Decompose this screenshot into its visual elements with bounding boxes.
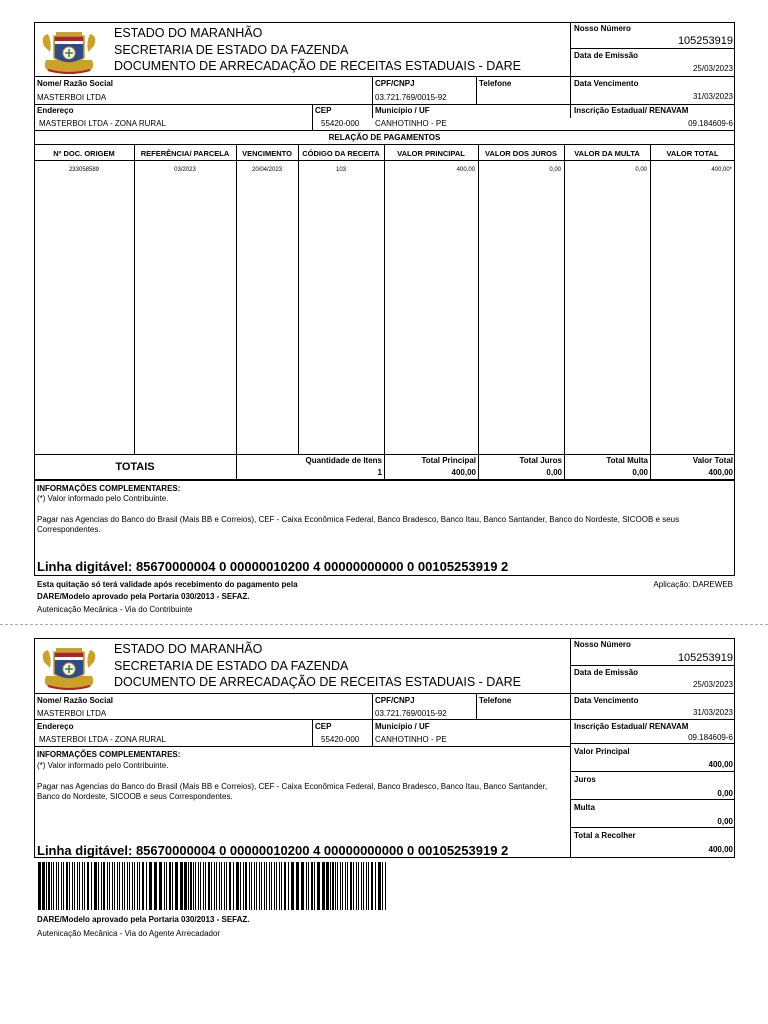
- cell-valor-principal: 400,00: [456, 167, 475, 173]
- barcode-bar: [266, 862, 267, 910]
- barcode-bar: [317, 862, 320, 910]
- multa-label: Multa: [574, 803, 595, 812]
- nosso-numero-value: 105253919: [677, 35, 733, 47]
- cpf-label-2: CPF/CNPJ: [375, 696, 415, 705]
- qtd-itens-value: 1: [377, 468, 382, 477]
- barcode-bar: [332, 862, 334, 910]
- barcode-bar: [46, 862, 47, 910]
- barcode-bar: [226, 862, 227, 910]
- total-juros-label: Total Juros: [519, 456, 562, 465]
- barcode-bar: [350, 862, 352, 910]
- header-document-title-2: DOCUMENTO DE ARRECADAÇÃO DE RECEITAS ESTADUAIS - DARE: [114, 675, 522, 689]
- barcode-bar: [101, 862, 102, 910]
- barcode-bar: [190, 862, 192, 910]
- valor-total-value: 400,00: [708, 468, 733, 477]
- nosso-numero-label: Nosso Número: [574, 24, 631, 33]
- barcode-bar: [229, 862, 231, 910]
- barcode-bar: [203, 862, 204, 910]
- barcode-bar: [281, 862, 282, 910]
- barcode-bar: [308, 862, 309, 910]
- total-juros-value: 0,00: [546, 468, 562, 477]
- barcode-bar: [358, 862, 359, 910]
- telefone-label-2: Telefone: [479, 696, 512, 705]
- col-valor-principal: VALOR PRINCIPAL: [397, 149, 465, 158]
- barcode-bar: [169, 862, 171, 910]
- telefone-label: Telefone: [479, 79, 512, 88]
- nome-value: MASTERBOI LTDA: [37, 93, 107, 102]
- inscricao-label-2: Inscrição Estadual/ RENAVAM: [574, 722, 689, 731]
- barcode-bar: [188, 862, 189, 910]
- barcode-bar: [211, 862, 212, 910]
- barcode-bar: [132, 862, 133, 910]
- barcode-bar: [274, 862, 275, 910]
- cell-valor-juros: 0,00: [549, 167, 561, 173]
- barcode-bar: [98, 862, 99, 910]
- barcode-bar: [107, 862, 108, 910]
- barcode-bar: [117, 862, 118, 910]
- barcode-bar: [122, 862, 123, 910]
- barcode-bar: [166, 862, 167, 910]
- barcode-bar: [236, 862, 239, 910]
- nome-value-2: MASTERBOI LTDA: [37, 709, 107, 718]
- barcode-bar: [200, 862, 201, 910]
- municipio-label: Município / UF: [375, 106, 430, 115]
- cell-valor-total: 400,00*: [711, 167, 732, 173]
- cpf-value: 03.721.769/0015-92: [375, 93, 447, 102]
- juros-label: Juros: [574, 775, 596, 784]
- barcode-bar: [216, 862, 217, 910]
- barcode-bar: [291, 862, 294, 910]
- barcode-bar: [214, 862, 215, 910]
- cell-valor-multa: 0,00: [635, 167, 647, 173]
- cep-label-2: CEP: [315, 722, 332, 731]
- total-principal-value: 400,00: [451, 468, 476, 477]
- barcode-bar: [56, 862, 57, 910]
- barcode-bar: [164, 862, 165, 910]
- cell-codigo-receita: 103: [335, 167, 346, 173]
- barcode-bar: [134, 862, 135, 910]
- barcode-bar: [184, 862, 187, 910]
- barcode-bar: [243, 862, 244, 910]
- info-note: (*) Valor informado pelo Contribuinte.: [37, 494, 169, 503]
- barcode-bar: [249, 862, 250, 910]
- barcode-bar: [69, 862, 70, 910]
- barcode-bar: [245, 862, 247, 910]
- barcode-bar: [353, 862, 354, 910]
- barcode-bar: [51, 862, 52, 910]
- autenticacao-contribuinte: Autenicação Mecânica - Via do Contribuinte: [37, 605, 193, 614]
- barcode-bar: [363, 862, 364, 910]
- barcode-bar: [276, 862, 277, 910]
- barcode-bar: [74, 862, 75, 910]
- barcode-bar: [87, 862, 89, 910]
- portaria-note: DARE/Modelo aprovado pela Portaria 030/2013 - SEFAZ.: [37, 592, 250, 601]
- col-doc-origem: Nº DOC. ORIGEM: [53, 149, 115, 158]
- barcode-bar: [269, 862, 270, 910]
- col-codigo-receita: CÓDIGO DA RECEITA: [302, 149, 380, 158]
- endereco-label: Endereço: [37, 106, 74, 115]
- barcode-bar: [195, 862, 196, 910]
- barcode-bar: [149, 862, 152, 910]
- barcode-bar: [63, 862, 64, 910]
- total-multa-value: 0,00: [632, 468, 648, 477]
- barcode-bar: [361, 862, 362, 910]
- info-comp-label-2: INFORMAÇÕES COMPLEMENTARES:: [37, 750, 181, 759]
- linha-digitavel: Linha digitável: 85670000004 0 00000010200 4 00000000000 0 00105253919 2: [37, 559, 509, 574]
- barcode-bar: [366, 862, 367, 910]
- cpf-value-2: 03.721.769/0015-92: [375, 709, 447, 718]
- barcode-bar: [38, 862, 41, 910]
- barcode: [36, 862, 388, 910]
- barcode-bar: [261, 862, 262, 910]
- total-recolher-label: Total a Recolher: [574, 831, 636, 840]
- barcode-bar: [103, 862, 105, 910]
- total-principal-label: Total Principal: [421, 456, 476, 465]
- endereco-value: MASTERBOI LTDA - ZONA RURAL: [39, 119, 166, 128]
- barcode-bar: [53, 862, 54, 910]
- barcode-bar: [279, 862, 280, 910]
- barcode-bar: [385, 862, 386, 910]
- cell-doc-origem: 233058589: [68, 167, 100, 173]
- barcode-bar: [382, 862, 383, 910]
- cut-line: [0, 624, 768, 625]
- valor-principal-label: Valor Principal: [574, 747, 630, 756]
- cep-label: CEP: [315, 106, 332, 115]
- col-valor-multa: VALOR DA MULTA: [574, 149, 640, 158]
- barcode-bar: [127, 862, 128, 910]
- barcode-bar: [378, 862, 381, 910]
- municipio-value: CANHOTINHO - PE: [375, 119, 447, 128]
- barcode-bar: [48, 862, 50, 910]
- inscricao-value: 09.184609-6: [688, 119, 733, 128]
- cep-value-2: 55420-000: [321, 735, 360, 744]
- barcode-bar: [109, 862, 110, 910]
- barcode-bar: [284, 862, 286, 910]
- autenticacao-agente: Autenicação Mecânica - Via do Agente Arrecadador: [37, 929, 221, 938]
- barcode-bar: [91, 862, 92, 910]
- barcode-bar: [79, 862, 80, 910]
- linha-digitavel-2: Linha digitável: 85670000004 0 00000010200 4 00000000000 0 00105253919 2: [37, 843, 509, 858]
- barcode-bar: [172, 862, 173, 910]
- cpf-label: CPF/CNPJ: [375, 79, 415, 88]
- info-pagar: Pagar nas Agencias do Banco do Brasil (Mais BB e Correios), CEF - Caixa Econômica Federal, Banco Bradesco, Banco Itau, Banco Santander, Banco do Nordeste, SICOOB e seus Correspondentes.: [37, 515, 680, 534]
- header-secretaria: SECRETARIA DE ESTADO DA FAZENDA: [114, 43, 349, 57]
- municipio-label-2: Município / UF: [375, 722, 430, 731]
- barcode-bar: [254, 862, 255, 910]
- barcode-bar: [314, 862, 315, 910]
- endereco-label-2: Endereço: [37, 722, 74, 731]
- barcode-bar: [82, 862, 83, 910]
- barcode-bar: [259, 862, 260, 910]
- valor-principal-value: 400,00: [708, 760, 733, 769]
- barcode-bar: [124, 862, 125, 910]
- qtd-itens-label: Quantidade de Itens: [305, 456, 382, 465]
- barcode-bar: [61, 862, 62, 910]
- barcode-bar: [159, 862, 162, 910]
- cep-value: 55420-000: [321, 119, 360, 128]
- barcode-bar: [345, 862, 346, 910]
- data-vencimento-label: Data Vencimento: [574, 79, 639, 88]
- barcode-bar: [271, 862, 272, 910]
- barcode-bar: [296, 862, 299, 910]
- barcode-bar: [42, 862, 45, 910]
- barcode-bar: [198, 862, 199, 910]
- nome-label: Nome/ Razão Social: [37, 79, 114, 88]
- nosso-numero-label-2: Nosso Número: [574, 640, 631, 649]
- data-emissao-label: Data de Emissão: [574, 51, 639, 60]
- info-note-2: (*) Valor informado pelo Contribuinte.: [37, 761, 169, 770]
- barcode-bar: [137, 862, 138, 910]
- total-recolher-value: 400,00: [708, 845, 733, 854]
- barcode-bar: [114, 862, 115, 910]
- nome-label-2: Nome/ Razão Social: [37, 696, 114, 705]
- cell-vencimento: 20/04/2023: [251, 167, 283, 173]
- barcode-bar: [335, 862, 336, 910]
- barcode-bar: [119, 862, 120, 910]
- col-valor-total: VALOR TOTAL: [666, 149, 719, 158]
- barcode-bar: [221, 862, 222, 910]
- barcode-bar: [205, 862, 206, 910]
- cell-referencia: 03/2023: [174, 167, 196, 173]
- barcode-bar: [256, 862, 257, 910]
- barcode-bar: [58, 862, 59, 910]
- header-state-2: ESTADO DO MARANHÃO: [114, 642, 263, 656]
- col-valor-juros: VALOR DOS JUROS: [485, 149, 557, 158]
- col-vencimento: VENCIMENTO: [242, 149, 292, 158]
- barcode-bar: [208, 862, 210, 910]
- data-emissao-label-2: Data de Emissão: [574, 668, 639, 677]
- relacao-pagamentos-title: RELAÇÃO DE PAGAMENTOS: [328, 133, 441, 142]
- barcode-bar: [180, 862, 183, 910]
- barcode-bar: [375, 862, 376, 910]
- endereco-value-2: MASTERBOI LTDA - ZONA RURAL: [39, 735, 166, 744]
- barcode-bar: [139, 862, 140, 910]
- barcode-bar: [347, 862, 348, 910]
- barcode-bar: [356, 862, 357, 910]
- barcode-bar: [337, 862, 338, 910]
- barcode-bar: [326, 862, 329, 910]
- barcode-bar: [219, 862, 220, 910]
- barcode-bar: [72, 862, 73, 910]
- barcode-bar: [154, 862, 157, 910]
- barcode-bar: [368, 862, 369, 910]
- valor-total-label: Valor Total: [692, 456, 733, 465]
- data-vencimento-value-2: 31/03/2023: [692, 708, 733, 717]
- barcode-bar: [84, 862, 85, 910]
- aplicacao-label: Aplicação: DAREWEB: [653, 580, 733, 589]
- info-pagar-2: Pagar nas Agencias do Banco do Brasil (Mais BB e Correios), CEF - Caixa Econômica Federal, Banco Bradesco, Banco Itau, Banco Santander, Banco do Nordeste, SICOOB e seus Correspondentes.: [37, 782, 548, 801]
- barcode-bar: [340, 862, 341, 910]
- barcode-bar: [371, 862, 373, 910]
- barcode-bar: [175, 862, 178, 910]
- portaria-note-2: DARE/Modelo aprovado pela Portaria 030/2013 - SEFAZ.: [37, 915, 250, 924]
- data-emissao-value-2: 25/03/2023: [692, 680, 733, 689]
- barcode-bar: [233, 862, 234, 910]
- barcode-bar: [288, 862, 289, 910]
- barcode-bar: [112, 862, 113, 910]
- barcode-bar: [240, 862, 241, 910]
- barcode-bar: [146, 862, 147, 910]
- quitacao-note: Esta quitação só terá validade após recebimento do pagamento pela: [37, 580, 298, 589]
- barcode-bar: [129, 862, 130, 910]
- inscricao-label: Inscrição Estadual/ RENAVAM: [574, 106, 689, 115]
- barcode-bar: [311, 862, 313, 910]
- col-referencia: REFERÊNCIA/ PARCELA: [140, 149, 230, 158]
- data-vencimento-label-2: Data Vencimento: [574, 696, 639, 705]
- barcode-bar: [77, 862, 78, 910]
- state-coat-of-arms: [38, 26, 100, 76]
- barcode-bar: [193, 862, 194, 910]
- data-emissao-value: 25/03/2023: [692, 64, 733, 73]
- header-document-title: DOCUMENTO DE ARRECADAÇÃO DE RECEITAS ESTADUAIS - DARE: [114, 59, 522, 73]
- barcode-bar: [301, 862, 304, 910]
- barcode-bar: [330, 862, 331, 910]
- barcode-bar: [342, 862, 343, 910]
- barcode-bar: [251, 862, 252, 910]
- info-comp-label: INFORMAÇÕES COMPLEMENTARES:: [37, 484, 181, 493]
- state-coat-of-arms-2: [38, 642, 100, 692]
- barcode-bar: [94, 862, 97, 910]
- header-state: ESTADO DO MARANHÃO: [114, 26, 263, 40]
- nosso-numero-value-2: 105253919: [677, 652, 733, 664]
- total-multa-label: Total Multa: [606, 456, 648, 465]
- multa-value: 0,00: [717, 817, 733, 826]
- juros-value: 0,00: [717, 789, 733, 798]
- barcode-bar: [322, 862, 325, 910]
- municipio-value-2: CANHOTINHO - PE: [375, 735, 447, 744]
- barcode-bar: [306, 862, 307, 910]
- header-secretaria-2: SECRETARIA DE ESTADO DA FAZENDA: [114, 659, 349, 673]
- data-vencimento-value: 31/03/2023: [692, 92, 733, 101]
- barcode-bar: [142, 862, 144, 910]
- barcode-bar: [224, 862, 225, 910]
- inscricao-value-2: 09.184609-6: [688, 733, 733, 742]
- totais-label: TOTAIS: [115, 461, 155, 473]
- barcode-bar: [66, 862, 68, 910]
- barcode-bar: [264, 862, 265, 910]
